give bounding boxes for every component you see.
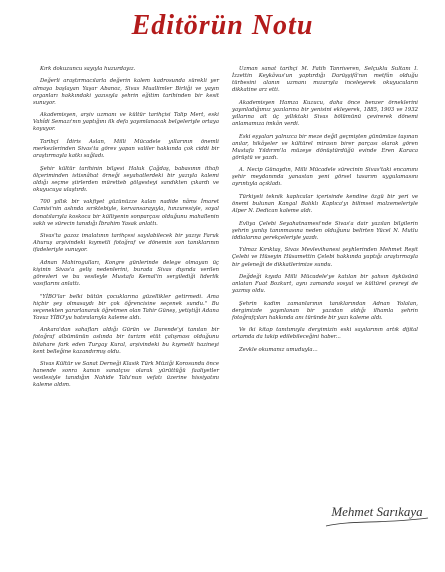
paragraph: A. Necip Günaydın, Milli Mücadele sürecinin Sivas'taki encamını şehir meydanında yanastan yeni görsel tasarım uygulamasını ayrıntıyla açıkladı. — [232, 167, 418, 188]
page-title: Editörün Notu — [131, 10, 314, 41]
paragraph: Uzman sanat tarihçi M. Fatih Tanriveren, Selçuklu Sultanı I. İzzettin Keykâvus'un yaptırdığı Darüşşifâ'nın metfûn olduğu türbesini alanın uzmanı mızarıyla inceleyerek okuyucuların dikkatine arz etti. — [232, 66, 418, 94]
paragraph: Tarihçi İdiris Aslan, Milli Mücadele yıllarının önemli merkezlerinden Sivas'ta görev yapan valiler hakkında çok ciddi bir araştırmayla katkı sağladı. — [33, 138, 219, 160]
paragraph: 700 yıllık bir vakfiyet güzünüzze kalan nadide nâms İmaret Camisi'nin aslında sırıktebiyle, kervansarayıyla, hınzuresiyle, soyal donatılarıyla koskoca bir külliyenin sonparçası olduğunu mahallenin saklı ve sürecin tanıdığı İbrahim Yasak anlattı. — [33, 199, 219, 227]
paragraph: Sivas Kültür ve Sanat Derneği Klasik Türk Müziği Korosundu önce hanende sonra kanun sanatçısı olarak yürüttüğü faaliyetler vesilesiyle tanıdığın Nahide Talu'nun vefatı üzerine hissiyatını kaleme aldım. — [33, 361, 219, 389]
left-column — [33, 66, 219, 395]
paragraph: Eski eşyaları yalnızca bir meze değil geçmişten günümüze taşınan anılar, hikâyeler ve kültürel mirasın birer parçası olarak gören Mustafa Yıldırım'la müzeye dönüştürdüğü evinde Eren Karaca görüştü ve yazdı. — [232, 133, 418, 161]
paragraph: Kırk dokuzuncu sayıyla huzurdayız. — [40, 66, 136, 72]
paragraph: Zevkle okumanız umuduyla... — [239, 346, 318, 353]
paragraph: Akademisyen, arşiv uzmanı ve kültür tarihçisi Talip Mert, eski Vahîdi Semazı'nın yaptığını ilk defa yayımlanacak belgeleriyle ortaya koyuyor. — [33, 112, 219, 133]
paragraph: Değerli araştırmacılarla değerin kalem kadrosunda sürekli yer almaya başlayan Yaşar Abanoz, Sivas Muallimler Birliği ve yayın organları hakkındaki yazısıyla şehrin eğitim tarihinden bir kesit sunuyor. — [33, 78, 219, 106]
paragraph: Değdeği kıyıda Milli Mücadele'ye katılan bir şahsın öyküsünü anlatan Fuat Bozkurt, aynı zamanda sosyal ve kültürel çevreyi de yazmış oldu. — [232, 273, 418, 295]
paragraph: Türkiyeli teknik kaplıcalar içerisinde kendine özgü bir yeri ve önemi bulunan Kangal Balıklı Kaplıca'yı bilimsel malzemeleriyle Alper N. Dedican kaleme aldı. — [232, 193, 418, 215]
paragraph: Akademisyen Hamza Kuzucu, daha önce benzer örneklerini yayınladığımız yazılarına bir yenisini ekleyerek, 1885, 1903 ve 1932 yıllarına ait üç yıllıktaki Sivas bölümünü çevirerek dönemi anlamamıza imkân verdi. — [232, 99, 418, 128]
paragraph: Adnan Mahirogulları, Kongre günlerinde delege olmayan üç kişinin Sivas'a geliş nedenlerini, burada Sivas dışında verilen görevleri ve bu vesileyle Mustafa Kemal'in sergilediği liderlik vasıflarını anlattı. — [33, 259, 219, 288]
paragraph: Şehrin kadim zamanlarının tanıklarından Adnan Yolalan, dergimizde yayınlanan bir yazıdan aldığı ilhamla şehrin fotoğrafçıları hakkında anı türünde bir yazı kaleme aldı. — [232, 300, 418, 321]
paragraph: Şehir kültür tarihinin bilgesi Haluk Çağdaş, babasının ithafı ölçeriminden istisnâhat örneği seyahatlerdeki bir yazıyla kalemi aldığı seçme şiirlerden müretteb gölgesteyi sandıkten çıkardı ve okuyucuya ulaştırdı. — [33, 165, 219, 193]
signature-text: Mehmet Sarıkaya — [331, 504, 423, 519]
right-column — [232, 66, 418, 359]
paragraph: Ankara'dan sahafları aldığı Gürün ve Darende'yi tanıtan bir fotoğraf albümünün aslında bir turizm etüt çalışması olduğunu bilahare fark eden Turgay Kural, arşivindeki bu kıymetli hazineyi kent belleğine kazandırmış oldu. — [33, 327, 219, 355]
paragraph: Ve iki kitap tanıtımıyla dergimizin eski sayılarının artık dijital ortamda da takip edilebileceğini haber... — [232, 327, 418, 341]
paragraph: Yılmaz Kırıktaş, Sivas Mevlevihanesi şeyhlerinden Mehmet Reşit Çelebi ve Hüseyin Hüsamettin Çelebi hakkında yaptığı araştırmayla bir geleneği de dikkatlerimize sundu. — [232, 247, 418, 268]
paragraph: Sivas'ta gazoz imalatının tarihçesi sayılabilecek bir yazıyı Faruk Ahuruş arşivindeki kıymetli fotoğraf ve dönemin son tanıklarının ifadeleriyle sunuyor. — [33, 233, 219, 254]
paragraph: "YİBO'lar belki bütün çocuklarına güzellikler getirmedi. Ama hiçbir şey olmasaydı bir çok öğrencisine seçenek sundu." Bu seçenekten yararlanarak öğretmen olan Tahir Güneş, yetiştiği Adana Yavuz YİBO'yu hatıralarıyla kaleme aldı. — [33, 293, 219, 321]
paragraph: Evliya Çelebi Seyahatnamesi'nde Sivas'a dair yazılan bilgilerin şehrin yanlış tanınmasına neden olduğunu belirten Yücel N. Mutlu iddialarına gerekçeleriyle yazdı. — [232, 220, 418, 241]
signature — [322, 500, 432, 530]
